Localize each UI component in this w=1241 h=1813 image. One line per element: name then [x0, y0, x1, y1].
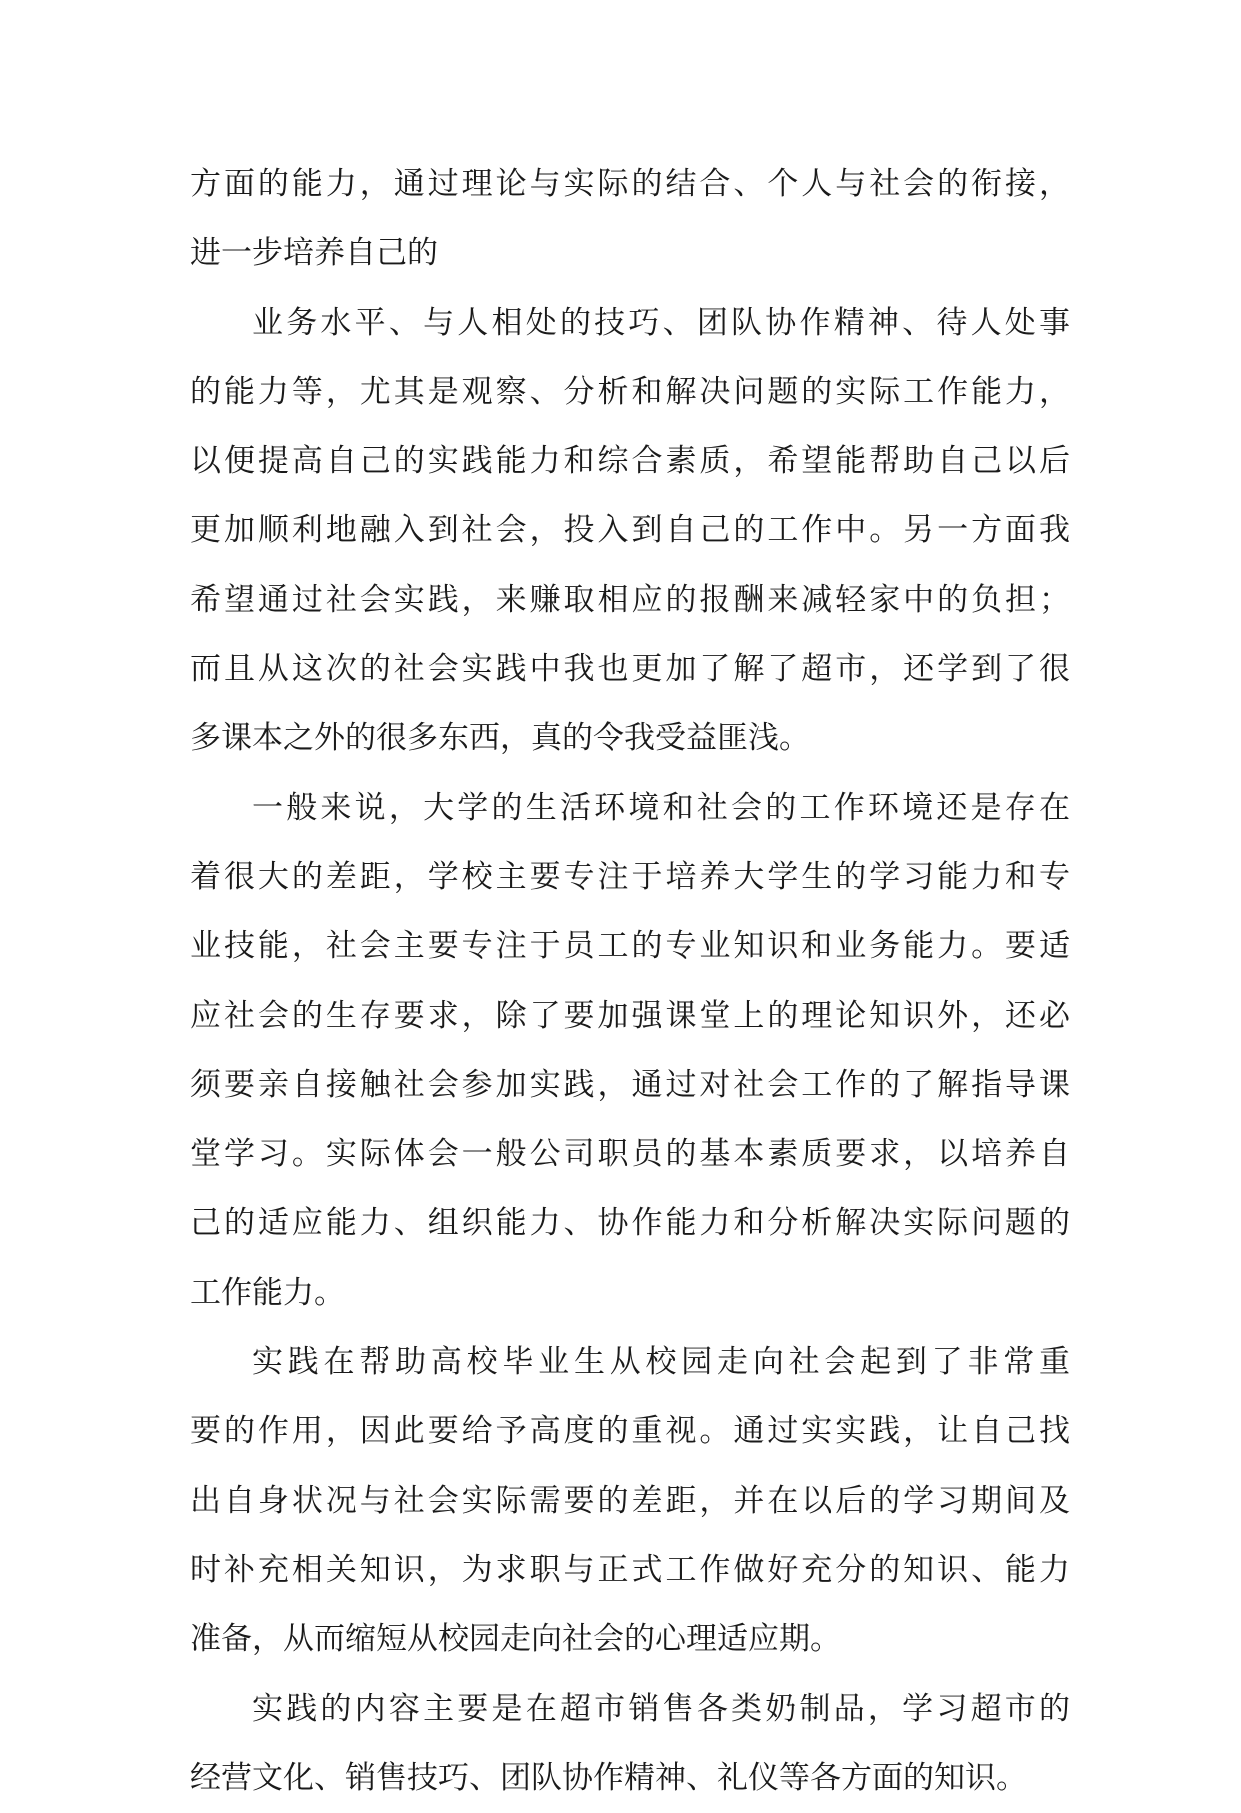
text-line: 多课本之外的很多东西，真的令我受益匪浅。 [190, 720, 810, 757]
paragraph-5 [190, 1675, 1070, 1813]
text-line: 堂学习。实际体会一般公司职员的基本素质要求，以培养自 [190, 1136, 1070, 1173]
body-text [190, 150, 1070, 1813]
text-line: 己的适应能力、组织能力、协作能力和分析解决实际问题的 [190, 1205, 1070, 1242]
text-line: 应社会的生存要求，除了要加强课堂上的理论知识外，还必 [190, 997, 1070, 1034]
text-line: 希望通过社会实践，来赚取相应的报酬来减轻家中的负担； [190, 581, 1070, 618]
text-line: 的能力等，尤其是观察、分析和解决问题的实际工作能力， [190, 373, 1070, 410]
text-line: 出自身状况与社会实际需要的差距，并在以后的学习期间及 [190, 1482, 1070, 1519]
text-line: 着很大的差距，学校主要专注于培养大学生的学习能力和专 [190, 858, 1070, 895]
text-line: 业务水平、与人相处的技巧、团队协作精神、待人处事 [252, 304, 1070, 341]
text-line: 时补充相关知识，为求职与正式工作做好充分的知识、能力 [190, 1551, 1070, 1588]
paragraph-3 [190, 774, 1070, 1328]
paragraph-2 [190, 289, 1070, 774]
text-line: 一般来说，大学的生活环境和社会的工作环境还是存在 [252, 789, 1070, 826]
text-line: 进一步培养自己的 [190, 235, 438, 272]
text-line: 工作能力。 [190, 1274, 345, 1311]
text-line: 要的作用，因此要给予高度的重视。通过实实践，让自己找 [190, 1413, 1070, 1450]
text-line: 业技能，社会主要专注于员工的专业知识和业务能力。要适 [190, 928, 1070, 965]
text-line: 实践的内容主要是在超市销售各类奶制品，学习超市的 [252, 1690, 1070, 1727]
text-line: 更加顺利地融入到社会，投入到自己的工作中。另一方面我 [190, 512, 1070, 549]
text-line: 而且从这次的社会实践中我也更加了解了超市，还学到了很 [190, 651, 1070, 688]
text-line: 方面的能力，通过理论与实际的结合、个人与社会的衔接， [190, 166, 1070, 202]
text-line: 实践在帮助高校毕业生从校园走向社会起到了非常重 [252, 1344, 1070, 1381]
text-line: 准备，从而缩短从校园走向社会的心理适应期。 [190, 1621, 841, 1658]
text-line: 以便提高自己的实践能力和综合素质，希望能帮助自己以后 [190, 443, 1070, 480]
text-line: 经营文化、销售技巧、团队协作精神、礼仪等各方面的知识。 [190, 1759, 1027, 1796]
text-line: 须要亲自接触社会参加实践，通过对社会工作的了解指导课 [190, 1066, 1070, 1103]
paragraph-1 [190, 150, 1070, 289]
paragraph-4 [190, 1328, 1070, 1674]
